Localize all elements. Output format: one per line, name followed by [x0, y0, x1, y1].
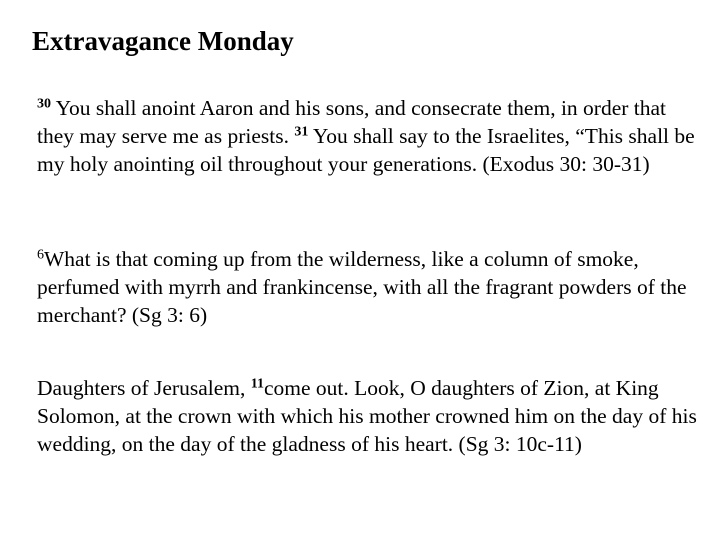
verse-number: 11 [250, 376, 264, 392]
passage-text: You shall anoint Aaron and his sons, and consecrate them, in order that they may serve me as priests. [37, 96, 667, 148]
passage-song-3-10-11 [37, 374, 697, 458]
verse-number: 30 [37, 96, 51, 112]
passage-exodus [37, 94, 697, 178]
verse-number: 31 [294, 124, 309, 140]
passage-text: Daughters of Jerusalem, [37, 376, 251, 400]
slide-title: Extravagance Monday [32, 26, 294, 56]
passage-song-3-6 [37, 245, 697, 329]
passage-text: What is that coming up from the wilderness, like a column of smoke, perfumed with myrrh and frankincense, with all the fragrant powders of the merchant? (Sg 3: 6) [37, 247, 687, 327]
passage-text: You shall say to the Israelites, “This shall be my holy anointing oil throughout your generations. (Exodus 30: 30-31) [37, 124, 695, 176]
passage-text: come out. Look, O daughters of Zion, at King Solomon, at the crown with which his mother crowned him on the day of his wedding, on the day of the gladness of his heart. (Sg 3: 10c-11) [37, 376, 697, 456]
verse-number: 6 [37, 247, 44, 263]
